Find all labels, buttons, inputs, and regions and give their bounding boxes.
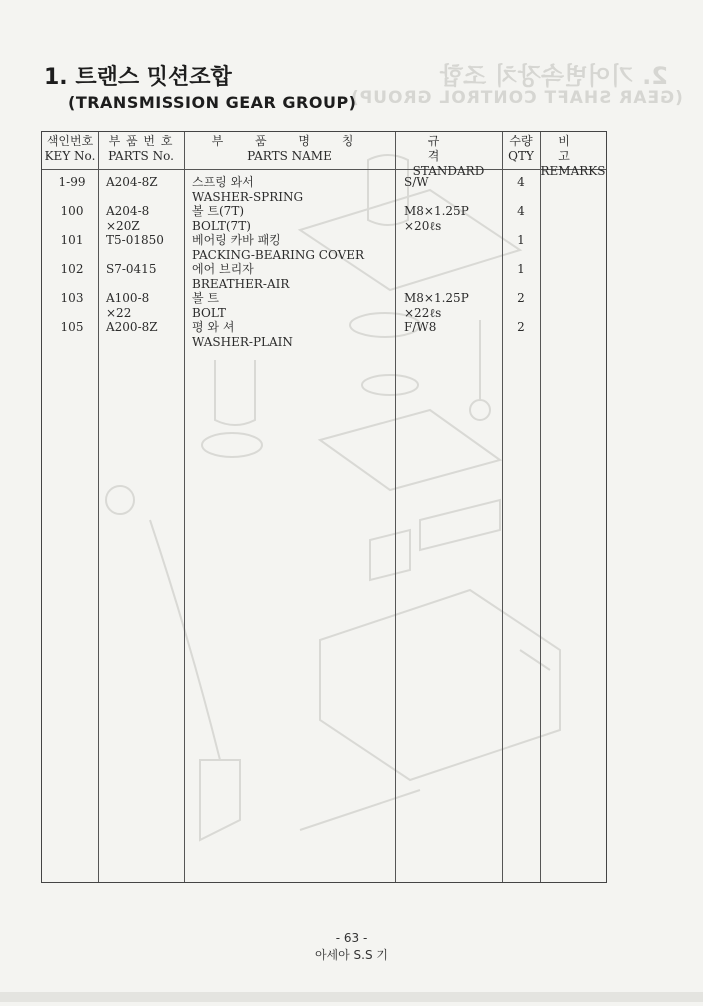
header-remarks-ko: 비 고	[558, 134, 588, 163]
cell-qty: 1	[517, 262, 525, 276]
cell-standard-line2: ×22ℓs	[404, 306, 442, 320]
cell-name-en: PACKING-BEARING COVER	[192, 248, 365, 262]
bleed-title-english: (GEAR SHAFT CONTROL GROUP)	[350, 88, 683, 108]
cell-standard-line1: F/W8	[404, 320, 437, 334]
header-part-en: PARTS No.	[108, 149, 174, 163]
cell-name-en: BOLT(7T)	[192, 219, 251, 233]
header-part	[98, 134, 184, 164]
cell-part-line1: A204-8Z	[106, 175, 158, 189]
cell-standard	[404, 204, 504, 234]
header-qty-en: QTY	[508, 149, 534, 163]
cell-key: 1-99	[58, 175, 86, 189]
cell-part	[106, 262, 186, 277]
page-title-english: (TRANSMISSION GEAR GROUP)	[68, 93, 357, 112]
cell-part-line2: ×20Z	[106, 219, 140, 233]
header-key	[42, 134, 98, 164]
bleed-title-korean: 2. 기어변속장치 조합	[440, 62, 668, 90]
cell-name	[192, 175, 402, 205]
header-divider	[42, 169, 606, 170]
cell-name	[192, 204, 402, 234]
column-divider	[540, 132, 541, 882]
cell-standard-line1: M8×1.25P	[404, 204, 469, 218]
cell-part	[106, 233, 186, 248]
cell-name	[192, 291, 402, 321]
cell-name-ko: 에어 브리자	[192, 262, 254, 276]
cell-part-line2: ×22	[106, 306, 132, 320]
cell-standard	[404, 291, 504, 321]
header-standard	[395, 134, 502, 179]
cell-name-ko: 볼 트(7T)	[192, 204, 245, 218]
cell-part	[106, 291, 186, 321]
header-name	[184, 134, 395, 164]
cell-part-line1: T5-01850	[106, 233, 164, 247]
cell-part	[106, 320, 186, 335]
cell-standard	[404, 175, 504, 190]
header-part-ko: 부 품 번 호	[108, 134, 174, 148]
header-standard-en: STANDARD	[412, 164, 485, 178]
header-key-ko: 색인번호	[46, 134, 94, 148]
cell-name-en: BREATHER-AIR	[192, 277, 290, 291]
cell-part-line1: S7-0415	[106, 262, 157, 276]
header-name-ko: 부 품 명 칭	[211, 134, 368, 148]
header-key-en: KEY No.	[44, 149, 96, 163]
header-qty	[502, 134, 540, 164]
cell-qty: 4	[517, 175, 525, 189]
cell-qty: 2	[517, 320, 525, 334]
cell-name-ko: 스프링 와서	[192, 175, 254, 189]
cell-standard-line1: S/W	[404, 175, 429, 189]
cell-name-en: WASHER-SPRING	[192, 190, 304, 204]
cell-key: 101	[60, 233, 84, 247]
cell-part-line1: A204-8	[106, 204, 150, 218]
page-title-korean: 1. 트랜스 밋션조합	[44, 65, 232, 90]
header-remarks-en: REMARKS	[540, 164, 606, 178]
cell-name-ko: 평 와 셔	[192, 320, 235, 334]
cell-qty: 4	[517, 204, 525, 218]
cell-part-line1: A100-8	[106, 291, 150, 305]
cell-part	[106, 175, 186, 190]
cell-standard-line1: M8×1.25P	[404, 291, 469, 305]
header-standard-ko: 규 격	[427, 134, 470, 163]
header-qty-ko: 수량	[509, 134, 533, 148]
parts-table	[41, 131, 607, 883]
cell-standard	[404, 320, 504, 335]
cell-name	[192, 320, 402, 350]
cell-qty: 2	[517, 291, 525, 305]
cell-key: 102	[60, 262, 84, 276]
cell-qty: 1	[517, 233, 525, 247]
cell-key: 105	[60, 320, 84, 334]
cell-name	[192, 233, 402, 263]
page-number: - 63 -	[335, 931, 368, 945]
cell-part	[106, 204, 186, 234]
cell-key: 103	[60, 291, 84, 305]
cell-name	[192, 262, 402, 292]
cell-name-ko: 볼 트	[192, 291, 219, 305]
cell-name-en: BOLT	[192, 306, 226, 320]
cell-part-line1: A200-8Z	[106, 320, 158, 334]
scan-edge	[0, 992, 703, 1002]
cell-standard-line2: ×20ℓs	[404, 219, 442, 233]
cell-name-en: WASHER-PLAIN	[192, 335, 293, 349]
company-footer: 아세아 S.S 기	[314, 948, 389, 962]
header-remarks	[540, 134, 606, 179]
cell-key: 100	[60, 204, 84, 218]
column-divider	[502, 132, 503, 882]
cell-name-ko: 베어링 카바 패킹	[192, 233, 281, 247]
header-name-en: PARTS NAME	[247, 149, 332, 163]
